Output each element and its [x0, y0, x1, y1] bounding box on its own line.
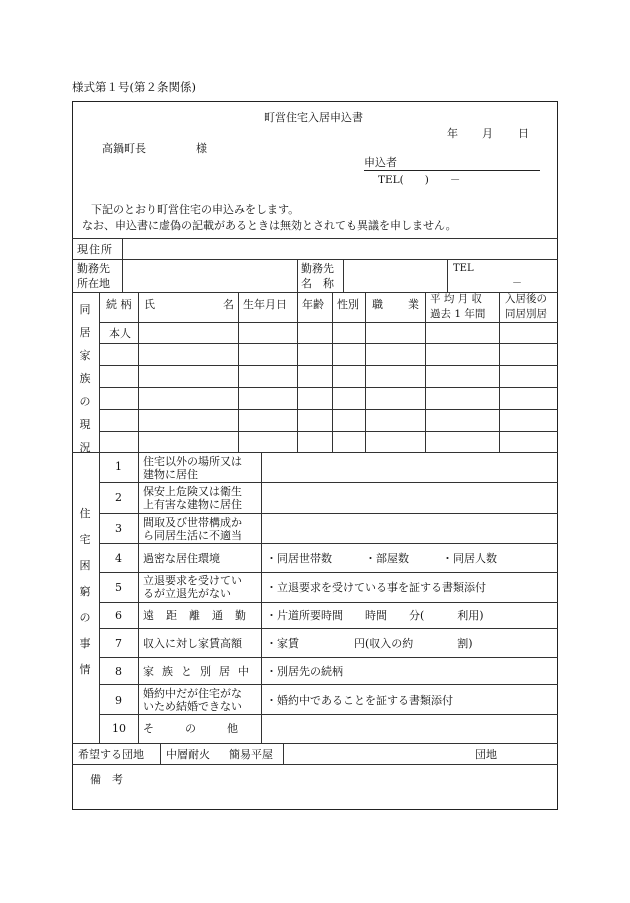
rule-desired-top: [72, 743, 558, 744]
hardship-reason-1: 住宅以外の場所又は 建物に居住: [143, 455, 242, 481]
header-name-right: 名: [223, 298, 234, 311]
workplace-address-label-1: 勤務先: [77, 262, 110, 275]
hardship-side-label: 住 宅 困 窮 の 事 情: [79, 507, 91, 676]
rule-col-name: [238, 292, 239, 452]
rule-family-row-5: [99, 409, 558, 410]
form-title: 町営住宅入居申込書: [264, 111, 363, 124]
date-month: 月: [482, 127, 493, 140]
hardship-num-2: 2: [115, 491, 122, 504]
addressee-honorific: 様: [196, 142, 207, 155]
rule-workplace-name: [343, 259, 344, 292]
header-occupation-left: 職: [372, 298, 383, 311]
rule-col-age: [332, 292, 333, 452]
date-day: 日: [518, 127, 529, 140]
desired-estate-field[interactable]: [290, 746, 470, 762]
header-occupation-right: 業: [408, 298, 419, 311]
header-cohab-2: 同居別居: [505, 308, 547, 320]
header-sex: 性別: [337, 298, 359, 311]
rule-hardship-row-7: [99, 657, 558, 658]
header-cohab-1: 入居後の: [505, 293, 547, 305]
rule-family-row-6: [99, 431, 558, 432]
rule-workplace-top: [72, 259, 558, 260]
rule-family-row-2: [99, 343, 558, 344]
rule-current-address-top: [72, 238, 558, 239]
rule-workplace-mid: [297, 259, 298, 292]
rule-label-col: [122, 238, 123, 292]
hardship-num-8: 8: [115, 665, 122, 678]
rule-hardship-row-2: [99, 513, 558, 514]
date-year: 年: [447, 127, 458, 140]
rule-col-birth: [297, 292, 298, 452]
workplace-address-label-2: 所在地: [77, 277, 110, 290]
hardship-reason-10: そ の 他: [143, 722, 248, 735]
hardship-detail-4: ・同居世帯数 ・部屋数 ・同居人数: [266, 552, 497, 565]
rule-hardship-row-3: [99, 543, 558, 544]
desired-suffix: 団地: [475, 748, 497, 761]
statement-line1: 下記のとおり町営住宅の申込みをします。: [91, 203, 300, 216]
rule-hardship-row-5: [99, 602, 558, 603]
workplace-name-label-1: 勤務先: [301, 262, 334, 275]
applicant-tel: TEL( ) －: [378, 174, 461, 186]
rule-hardship-row-9: [99, 714, 558, 715]
desired-type-high-rise[interactable]: 中層耐火: [166, 748, 210, 761]
workplace-tel-label: TEL: [453, 263, 474, 274]
hardship-detail-5: ・立退要求を受けている事を証する書類添付: [266, 581, 486, 594]
hardship-reason-8: 家族と別居中: [143, 665, 257, 678]
hardship-num-3: 3: [115, 522, 122, 535]
hardship-num-5: 5: [115, 581, 122, 594]
current-address-field[interactable]: [130, 241, 550, 257]
header-relation: 続 柄: [106, 298, 132, 311]
hardship-num-7: 7: [115, 637, 122, 650]
addressee-name: 高鍋町長: [102, 142, 146, 155]
hardship-num-4: 4: [115, 552, 122, 565]
applicant-underline: [364, 170, 540, 171]
header-birth: 生年月日: [243, 298, 287, 311]
rule-family-top: [72, 292, 558, 293]
header-income-1: 平 均 月 収: [430, 293, 483, 305]
rule-col-income: [499, 292, 500, 452]
hardship-reason-9: 婚約中だが住宅がな いため結婚できない: [143, 687, 242, 713]
hardship-detail-6: ・片道所要時間 時間 分( 利用): [266, 609, 484, 622]
hardship-detail-7: ・家賃 円(収入の約 割): [266, 637, 473, 650]
hardship-reason-7: 収入に対し家賃高額: [143, 637, 242, 650]
workplace-name-label-2: 名 称: [301, 277, 334, 290]
rule-col-sex: [365, 292, 366, 452]
hardship-reason-3: 間取及び世帯構成か ら同居生活に不適当: [143, 516, 242, 542]
header-name-left: 氏: [144, 298, 155, 311]
rule-family-row-4: [99, 387, 558, 388]
rule-desired-label: [160, 743, 161, 764]
rule-hardship-num: [138, 452, 139, 743]
rule-hardship-side: [99, 452, 100, 743]
workplace-name-field[interactable]: [348, 262, 444, 289]
rule-hardship-top: [72, 452, 558, 453]
rule-desired-type: [283, 743, 284, 764]
rule-family-side: [99, 292, 100, 452]
hardship-num-1: 1: [115, 460, 122, 473]
family-self-relation: 本人: [109, 327, 131, 340]
desired-type-single-story[interactable]: 簡易平屋: [229, 748, 273, 761]
rule-col-occupation: [425, 292, 426, 452]
remarks-label: 備 考: [90, 773, 123, 786]
workplace-address-field[interactable]: [128, 262, 293, 289]
rule-family-row-1: [99, 322, 558, 323]
header-income-2: 過去 1 年間: [430, 308, 486, 320]
rule-hardship-row-6: [99, 628, 558, 629]
desired-label: 希望する団地: [78, 748, 144, 761]
hardship-reason-2: 保安上危険又は衛生 上有害な建物に居住: [143, 485, 242, 511]
rule-family-row-3: [99, 365, 558, 366]
hardship-num-9: 9: [115, 694, 122, 707]
hardship-reason-6: 遠距離通勤: [143, 609, 258, 622]
family-side-label: 同 居 家 族 の 現 況: [79, 303, 91, 454]
rule-hardship-reason: [261, 452, 262, 743]
rule-hardship-row-8: [99, 684, 558, 685]
rule-remarks-top: [72, 764, 558, 765]
rule-hardship-row-4: [99, 572, 558, 573]
statement-line2: なお、申込書に虚偽の記載があるときは無効とされても異議を申しません。: [82, 219, 457, 232]
current-address-label: 現住所: [77, 243, 113, 256]
rule-hardship-row-1: [99, 482, 558, 483]
hardship-reason-5: 立退要求を受けてい るが立退先がない: [143, 574, 242, 600]
hardship-reason-4: 過密な居住環境: [143, 552, 220, 565]
header-age: 年齢: [302, 298, 324, 311]
rule-workplace-tel: [447, 259, 448, 292]
remarks-field[interactable]: [130, 770, 550, 804]
hardship-detail-9: ・婚約中であることを証する書類添付: [266, 694, 453, 707]
workplace-tel-dash: －: [512, 278, 522, 289]
rule-col-relation: [138, 292, 139, 452]
hardship-num-10: 10: [112, 722, 126, 735]
hardship-detail-8: ・別居先の続柄: [266, 665, 343, 678]
form-number: 様式第１号(第２条関係): [72, 80, 196, 94]
hardship-num-6: 6: [115, 609, 122, 622]
applicant-label: 申込者: [364, 156, 397, 169]
